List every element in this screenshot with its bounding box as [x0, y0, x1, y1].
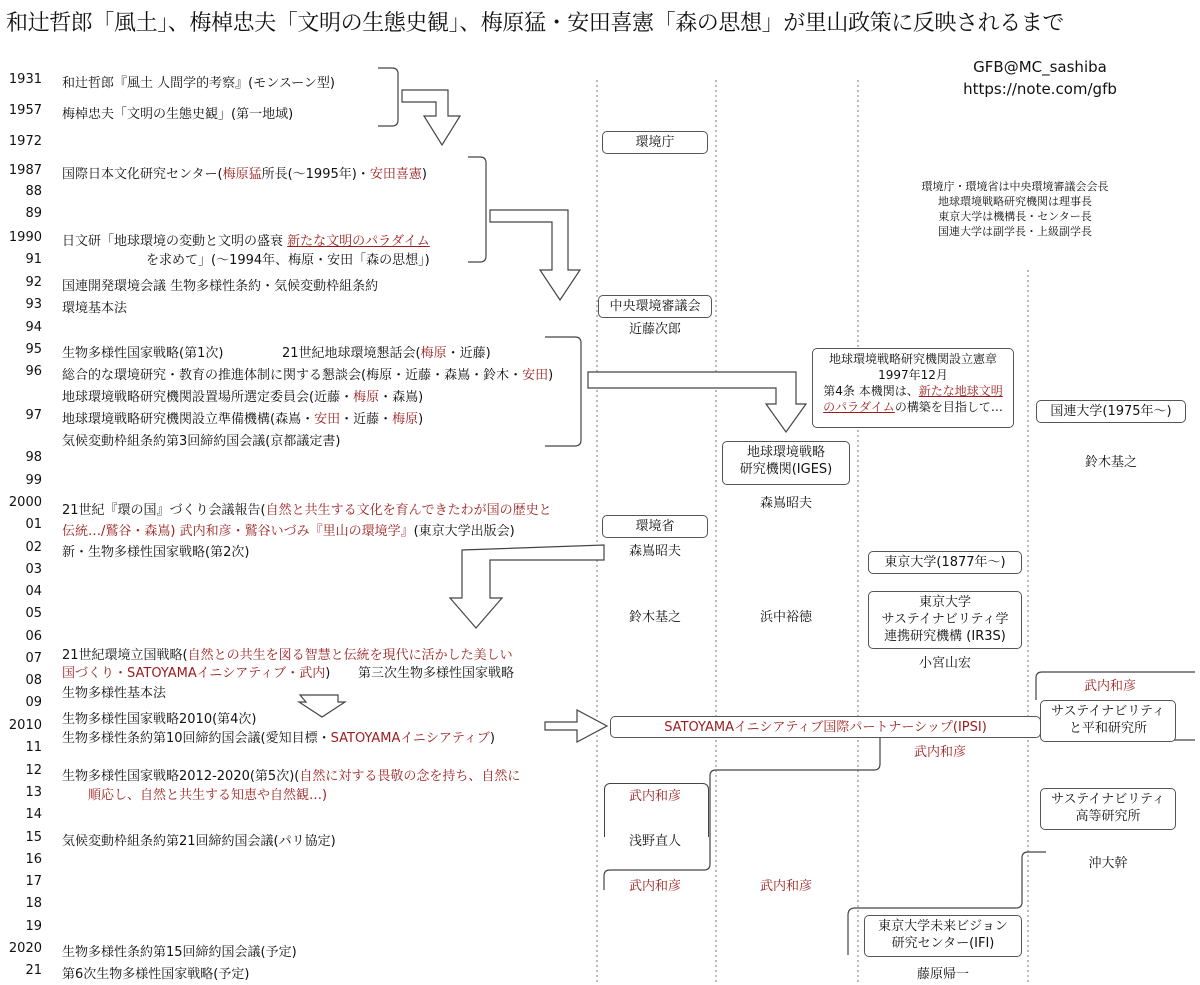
- charter-line-2: 1997年12月: [878, 368, 948, 382]
- name-oki: 沖大幹: [1088, 856, 1128, 871]
- year-label: 93: [25, 297, 42, 312]
- year-label: 1972: [8, 134, 42, 149]
- box-ias: サステイナビリティ 高等研究所: [1040, 788, 1176, 830]
- event-1931: 和辻哲郎『風土 人間学的考察』(モンスーン型): [62, 76, 335, 91]
- year-label: 11: [25, 740, 42, 755]
- year-label: 1957: [8, 103, 42, 118]
- name-takeuchi-moe-2: 武内和彦: [628, 879, 681, 894]
- event-2002: 新・生物多様性国家戦略(第2次): [62, 545, 250, 560]
- name-asano: 浅野直人: [628, 834, 681, 849]
- year-label: 96: [25, 364, 42, 379]
- year-label: 92: [25, 275, 42, 290]
- year-label: 94: [25, 320, 42, 335]
- event-2015: 気候変動枠組条約第21回締約国会議(パリ協定): [62, 834, 336, 849]
- event-1996-selection: 地球環境戦略研究機関設置場所選定委員会(近藤・梅原・森嶌): [62, 390, 424, 405]
- box-iges: 地球環境戦略 研究機関(IGES): [722, 441, 850, 485]
- event-1990: 日文研「地球環境の変動と文明の盛衰 新たな文明のパラダイム: [62, 234, 430, 249]
- year-label: 18: [25, 896, 42, 911]
- name-takeuchi-iges: 武内和彦: [759, 879, 812, 894]
- year-label: 1990: [8, 230, 42, 245]
- takeuchi-moe-bracket: [604, 783, 709, 837]
- event-2010-strategy: 生物多様性国家戦略2010(第4次): [62, 712, 257, 727]
- event-1995-forum: 21世紀地球環境懇話会(梅原・近藤): [282, 346, 491, 361]
- event-1997-cop3: 気候変動枠組条約第3回締約国会議(京都議定書): [62, 434, 341, 449]
- event-2007-third: 第三次生物多様性国家戦略: [358, 666, 515, 681]
- box-utokyo: 東京大学(1877年～): [868, 551, 1022, 574]
- bar-ipsi: SATOYAMAイニシアティブ国際パートナーシップ(IPSI): [610, 716, 1041, 738]
- event-1993: 環境基本法: [62, 301, 128, 316]
- year-label: 2010: [8, 718, 42, 733]
- year-label: 01: [25, 517, 42, 532]
- name-morishima-moe: 森嶌昭夫: [628, 544, 681, 559]
- event-1990-cont: を求めて」(～1994年、梅原・安田「森の思想」): [146, 253, 430, 268]
- event-2010-cop10: 生物多様性条約第10回締約国会議(愛知目標・SATOYAMAイニシアティブ): [62, 731, 495, 746]
- name-suzuki-moe: 鈴木基之: [628, 610, 681, 625]
- event-1987: 国際日本文化研究センター(梅原猛所長(～1995年)・安田喜憲): [62, 167, 427, 182]
- year-label: 89: [25, 206, 42, 221]
- year-label: 07: [25, 651, 42, 666]
- box-central-council: 中央環境審議会: [598, 295, 712, 318]
- year-label: 2020: [8, 941, 42, 956]
- charter-callout: [812, 348, 1014, 428]
- event-2008: 生物多様性基本法: [62, 686, 167, 701]
- year-label: 98: [25, 450, 42, 465]
- year-label: 19: [25, 919, 42, 934]
- charter-line-3: 第4条 本機関は、新たな地球文明: [823, 384, 1003, 398]
- event-1995-strategy: 生物多様性国家戦略(第1次): [62, 346, 224, 361]
- charter-line-4: のパラダイムの構築を目指して…: [823, 400, 1003, 414]
- name-takeuchi-ipsi: 武内和彦: [913, 745, 966, 760]
- event-2007: 21世紀環境立国戦略(自然との共生を図る智慧と伝統を現代に活かした美しい: [62, 648, 513, 663]
- year-label: 2000: [8, 495, 42, 510]
- name-morishima-iges: 森嶌昭夫: [759, 496, 812, 511]
- year-label: 06: [25, 629, 42, 644]
- year-label: 05: [25, 606, 42, 621]
- box-unu: 国連大学(1975年～): [1036, 400, 1186, 423]
- event-1992: 国連開発環境会議 生物多様性条約・気候変動枠組条約: [62, 279, 379, 294]
- credit-handle: GFB@MC_sashiba: [973, 58, 1107, 76]
- year-label: 02: [25, 540, 42, 555]
- name-kondo: 近藤次郎: [628, 322, 681, 337]
- year-label: 03: [25, 562, 42, 577]
- event-2021: 第6次生物多様性国家戦略(予定): [62, 967, 250, 982]
- year-label: 08: [25, 673, 42, 688]
- year-label: 04: [25, 584, 42, 599]
- year-label: 14: [25, 807, 42, 822]
- event-2000-cont: 伝統…/鷲谷・森嶌) 武内和彦・鷲谷いづみ『里山の環境学』(東京大学出版会): [62, 524, 515, 539]
- name-takeuchi-unu: 武内和彦: [1083, 679, 1136, 694]
- box-ispp: サステイナビリティ と平和研究所: [1040, 700, 1176, 742]
- year-label: 97: [25, 408, 42, 423]
- event-2012: 生物多様性国家戦略2012-2020(第5次)(自然に対する畏敬の念を持ち、自然に: [62, 769, 521, 784]
- year-label: 17: [25, 874, 42, 889]
- credit-url: https://note.com/gfb: [963, 80, 1117, 98]
- name-takeuchi-moe-1: 武内和彦: [628, 789, 681, 804]
- year-label: 21: [25, 963, 42, 978]
- year-label: 13: [25, 785, 42, 800]
- year-label: 88: [25, 184, 42, 199]
- year-label: 15: [25, 830, 42, 845]
- year-label: 91: [25, 252, 42, 267]
- name-suzuki-unu: 鈴木基之: [1084, 455, 1137, 470]
- page-title: 和辻哲郎「風土」、梅棹忠夫「文明の生態史観」、梅原猛・安田喜憲「森の思想」が里山政策に反映されるまで: [6, 11, 1065, 36]
- year-label: 16: [25, 852, 42, 867]
- note-line-3: 東京大学は機構長・センター長: [938, 210, 1092, 223]
- event-2020: 生物多様性条約第15回締約国会議(予定): [62, 945, 297, 960]
- box-moe: 環境省: [602, 515, 708, 538]
- event-1957: 梅棹忠夫「文明の生態史観」(第一地域): [62, 107, 294, 122]
- year-label: 1987: [8, 163, 42, 178]
- year-label: 09: [25, 695, 42, 710]
- year-label: 1931: [8, 72, 42, 87]
- event-2007-cont: 国づくり・SATOYAMAイニシアティブ・武内): [62, 666, 331, 681]
- year-label: 12: [25, 763, 42, 778]
- year-label: 99: [25, 473, 42, 488]
- year-label: 95: [25, 342, 42, 357]
- box-ifi: 東京大学未来ビジョン 研究センター(IFI): [864, 915, 1022, 957]
- event-1996: 総合的な環境研究・教育の推進体制に関する懇談会(梅原・近藤・森嶌・鈴木・安田): [62, 368, 554, 383]
- event-1997: 地球環境戦略研究機関設立準備機構(森嶌・安田・近藤・梅原): [62, 412, 424, 427]
- event-2000: 21世紀『環の国』づくり会議報告(自然と共生する文化を育んできたわが国の歴史と: [62, 503, 552, 518]
- box-ir3s: 東京大学 サステイナビリティ学 連携研究機構 (IR3S): [868, 591, 1022, 649]
- note-line-1: 環境庁・環境省は中央環境審議会会長: [921, 180, 1109, 193]
- note-line-4: 国連大学は副学長・上級副学長: [938, 225, 1092, 238]
- note-line-2: 地球環境戦略研究機関は理事長: [938, 195, 1092, 208]
- name-fujiwara: 藤原帰一: [916, 967, 969, 982]
- event-2012-cont: 順応し、自然と共生する知恵や自然観…): [88, 788, 328, 803]
- box-env-agency: 環境庁: [602, 131, 708, 154]
- charter-line-1: 地球環境戦略研究機関設立憲章: [828, 352, 997, 366]
- name-komiyama: 小宮山宏: [918, 656, 971, 671]
- name-hamanaka: 浜中裕徳: [759, 610, 812, 625]
